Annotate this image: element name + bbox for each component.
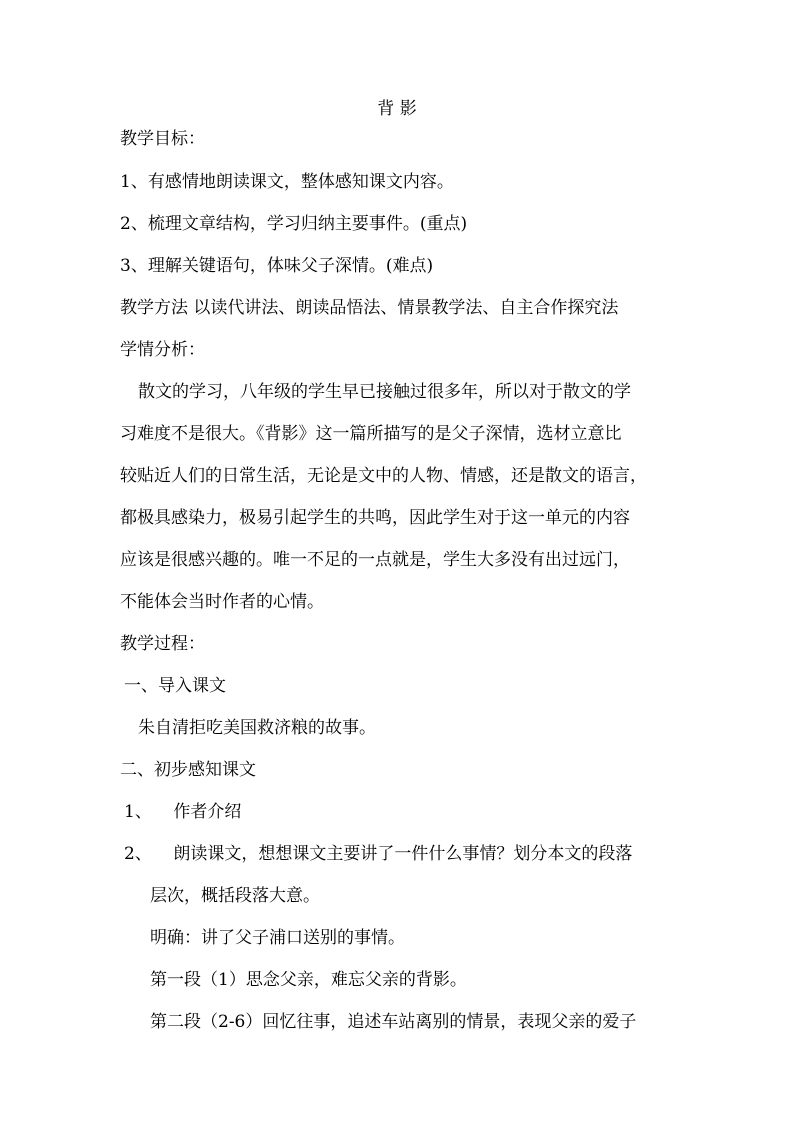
paragraph-line: 都极具感染力，极易引起学生的共鸣，因此学生对于这一单元的内容 [120, 508, 630, 528]
heading-teaching-process: 教学过程： [120, 634, 205, 654]
heading-teaching-goals: 教学目标： [120, 129, 205, 149]
answer-line: 明确：讲了父子浦口送别的事情。 [150, 928, 405, 948]
paragraph-line: 习难度不是很大。《背影》这一篇所描写的是父子深情，选材立意比 [120, 424, 622, 444]
heading-learner-analysis: 学情分析： [120, 340, 205, 360]
paragraph-line: 应该是很感兴趣的。唯一不足的一点就是，学生大多没有出过远门， [120, 550, 630, 570]
goal-item-1: 1、有感情地朗读课文，整体感知课文内容。 [120, 172, 454, 192]
teaching-methods: 教学方法 以读代讲法、朗读品悟法、情景教学法、自主合作探究法 [120, 298, 619, 318]
paragraph-division-1: 第一段（1）思念父亲，难忘父亲的背影。 [150, 970, 467, 990]
section-body-line: 朱自清拒吃美国救济粮的故事。 [138, 718, 376, 738]
section-heading-2: 二、初步感知课文 [120, 760, 256, 780]
paragraph-line: 不能体会当时作者的心情。 [120, 592, 324, 612]
list-item-2-continued: 层次，概括段落大意。 [150, 886, 320, 906]
page-title: 背 影 [377, 99, 417, 119]
paragraph-division-2: 第二段（2-6）回忆往事，追述车站离别的情景，表现父亲的爱子 [150, 1012, 637, 1032]
goal-item-2: 2、梳理文章结构，学习归纳主要事件。(重点) [120, 214, 468, 234]
list-item-1: 1、 作者介绍 [124, 802, 242, 822]
section-heading-1: 一、导入课文 [124, 676, 226, 696]
list-item-2: 2、 朗读课文，想想课文主要讲了一件什么事情？划分本文的段落 [124, 844, 633, 864]
paragraph-line: 较贴近人们的日常生活，无论是文中的人物、情感，还是散文的语言， [120, 466, 647, 486]
goal-item-3: 3、理解关键语句，体味父子深情。(难点) [120, 256, 434, 276]
paragraph-line: 散文的学习，八年级的学生早已接触过很多年，所以对于散文的学 [138, 382, 631, 402]
